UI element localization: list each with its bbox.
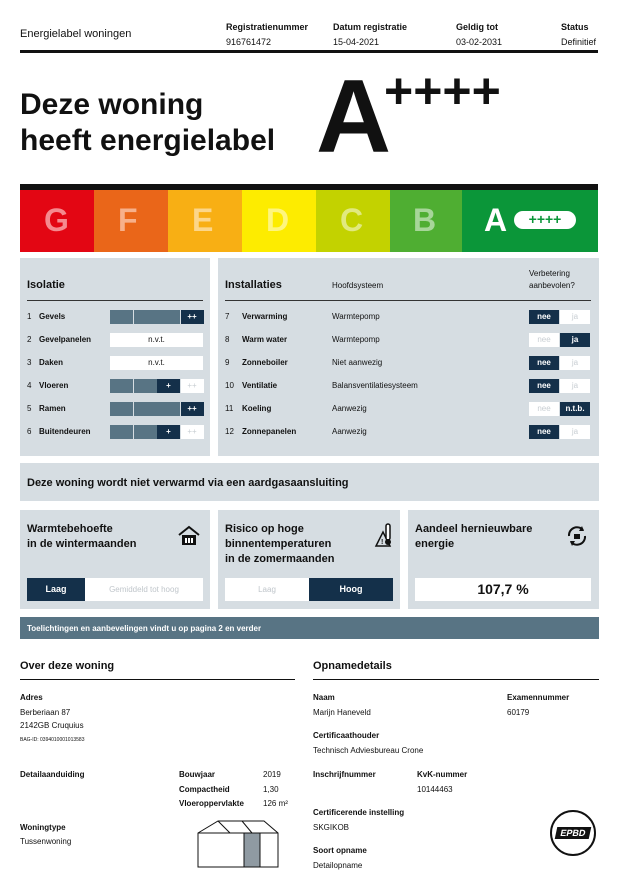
isolatie-row-label: Vloeren [39,381,69,390]
risico-card [218,510,400,609]
status-value: Definitief [561,37,597,47]
vloer-value: 126 m² [263,799,288,808]
opname-rule [313,679,599,680]
installatie-row-label: Verwarming [242,312,288,321]
scale-d [242,190,316,252]
headline-line2: heeft energielabel [20,124,276,157]
woningtype-label: Woningtype [20,823,66,832]
installatie-nee: nee [529,356,559,370]
aandeel-card [408,510,599,609]
status-label: Status [561,22,589,32]
terraced-house-icon [196,817,280,869]
installatie-nee: nee [529,402,559,416]
inst-value: SKGIKOB [313,823,350,832]
installatie-row-value: Warmtepomp [332,312,380,321]
isolatie-row-num: 6 [27,427,32,436]
installatie-ja: ja [560,425,590,439]
isolatie-row [20,402,210,416]
scale-a-plus-badge: ++++ [514,211,576,229]
reg-value: 916761472 [226,37,272,47]
installatie-ja: ja [560,310,590,324]
adres-line2: 2142GB Cruquius [20,721,84,730]
naam-value: Marijn Haneveld [313,708,371,717]
opname-title: Opnamedetails [313,660,392,672]
datum-value: 15-04-2021 [333,37,380,47]
isolatie-rule [27,300,203,301]
installatie-row-value: Aanwezig [332,427,367,436]
isolatie-row-nvt: n.v.t. [110,356,203,370]
risico-title2: binnentemperaturen [225,538,332,550]
isolatie-row-num: 1 [27,312,32,321]
isolatie-segment [157,402,180,416]
isolatie-row-label: Ramen [39,404,66,413]
cert-label: Certificaathouder [313,731,380,740]
installatie-row-label: Zonnepanelen [242,427,297,436]
inschr-label: Inschrijfnummer [313,770,376,779]
isolatie-segment [134,425,157,439]
vloer-label: Vloeroppervlakte [179,799,244,808]
reg-label: Registratienummer [226,22,309,32]
installatie-row-num: 12 [225,427,234,436]
house-icon [177,525,201,547]
isolatie-row-num: 2 [27,335,32,344]
warmte-laag: Laag [27,578,85,601]
toelichting-text: Toelichtingen en aanbevelingen vindt u op pagina 2 en verder [27,624,262,633]
isolatie-segment [157,310,180,324]
installaties-rule [225,300,591,301]
installatie-row [218,379,599,393]
naam-label: Naam [313,693,335,702]
aandeel-value: 107,7 % [415,578,591,601]
installatie-row-num: 7 [225,312,230,321]
scale-e [168,190,242,252]
gas-banner-text: Deze woning wordt niet verwarmd via een aardgasaansluiting [27,477,349,489]
installatie-row-num: 8 [225,335,230,344]
scale-a [462,190,598,252]
aandeel-title1: Aandeel hernieuwbare [415,523,533,535]
installatie-ja: n.t.b. [560,402,590,416]
installatie-row-num: 9 [225,358,230,367]
over-title: Over deze woning [20,660,115,672]
installatie-row-num: 11 [225,404,234,413]
installatie-row [218,425,599,439]
warmte-hoog: Gemiddeld tot hoog [85,578,203,601]
risico-laag: Laag [225,578,309,601]
isolatie-score: + [157,379,180,393]
installatie-row-value: Aanwezig [332,404,367,413]
kvk-label: KvK-nummer [417,770,468,779]
warmte-title2: in de wintermaanden [27,538,137,550]
scale-letter-d: D [266,202,290,238]
over-rule [20,679,295,680]
compact-label: Compactheid [179,785,230,794]
isolatie-row [20,333,210,347]
isolatie-title: Isolatie [27,279,65,291]
installatie-row [218,356,599,370]
risico-title1: Risico op hoge [225,523,304,535]
isolatie-row-label: Gevelpanelen [39,335,92,344]
inst-label: Certificerende instelling [313,808,405,817]
isolatie-row-label: Buitendeuren [39,427,91,436]
detail-label: Detailaanduiding [20,770,85,779]
soort-label: Soort opname [313,846,367,855]
aanbevolen-header: aanbevolen? [529,281,575,290]
installatie-row [218,310,599,324]
scale-letter-c: C [340,202,364,238]
isolatie-ghost: ++ [181,379,204,393]
energy-scale [20,190,598,252]
svg-text:!: ! [381,539,384,546]
installatie-ja: ja [560,379,590,393]
isolatie-row-num: 3 [27,358,32,367]
isolatie-score: + [157,425,180,439]
installatie-nee: nee [529,310,559,324]
header-rule [20,50,598,53]
scale-letter-e: E [192,202,214,238]
label-plus: ++++ [384,63,501,119]
isolatie-segment [110,425,133,439]
scale-b [390,190,462,252]
isolatie-row-label: Gevels [39,312,66,321]
soort-value: Detailopname [313,861,363,870]
installaties-title: Installaties [225,279,282,291]
installatie-ja: ja [560,356,590,370]
warmte-card [20,510,210,609]
scale-letter-b: B [413,202,437,238]
scale-c [316,190,390,252]
hoofdsysteem-header: Hoofdsysteem [332,281,384,290]
risico-title3: in de zomermaanden [225,553,335,565]
isolatie-segment [110,310,133,324]
verbetering-header: Verbetering [529,269,570,278]
epbd-logo [550,810,596,856]
installatie-row-value: Niet aanwezig [332,358,383,367]
installatie-ja: ja [560,333,590,347]
installatie-nee: nee [529,425,559,439]
isolatie-segment [134,379,157,393]
label-letter: A [316,59,392,175]
scale-letter-g: G [44,202,69,238]
scale-f [94,190,168,252]
installatie-nee: nee [529,333,559,347]
aandeel-title2: energie [415,538,455,550]
installatie-row-label: Warm water [242,335,288,344]
isolatie-row-num: 4 [27,381,32,390]
installatie-row-num: 10 [225,381,234,390]
isolatie-row [20,379,210,393]
renewable-icon [565,524,589,548]
woningtype-value: Tussenwoning [20,837,72,846]
epbd-logo-text: EPBD [555,827,592,839]
isolatie-segment [134,310,157,324]
bouwjaar-label: Bouwjaar [179,770,216,779]
installatie-nee: nee [529,379,559,393]
isolatie-row-nvt: n.v.t. [110,333,203,347]
isolatie-segment [110,402,133,416]
isolatie-segment [134,402,157,416]
thermometer-icon [374,522,394,548]
isolatie-row-label: Daken [39,358,64,367]
isolatie-ghost: ++ [181,425,204,439]
isolatie-score: ++ [181,402,204,416]
isolatie-row [20,425,210,439]
toelichting-bar [20,617,599,639]
warmte-title1: Warmtebehoefte [27,523,113,535]
cert-value: Technisch Adviesbureau Crone [313,746,424,755]
installatie-row-label: Koeling [242,404,272,413]
installatie-row [218,333,599,347]
isolatie-segment [110,379,133,393]
adres-label: Adres [20,693,43,702]
bouwjaar-value: 2019 [263,770,281,779]
installatie-row-value: Warmtepomp [332,335,380,344]
installatie-row-label: Ventilatie [242,381,278,390]
geldig-label: Geldig tot [456,22,498,32]
isolatie-score: ++ [181,310,204,324]
isolatie-row [20,310,210,324]
scale-letter-a: A [484,202,508,238]
gas-banner [20,463,599,501]
geldig-value: 03-02-2031 [456,37,503,47]
isolatie-row [20,356,210,370]
scale-g [20,190,94,252]
isolatie-row-num: 5 [27,404,32,413]
scale-letter-f: F [118,202,138,238]
installatie-row-label: Zonneboiler [242,358,288,367]
risico-hoog: Hoog [309,578,393,601]
adres-line1: Berberiaan 87 [20,708,71,717]
exam-value: 60179 [507,708,530,717]
datum-label: Datum registratie [333,22,408,32]
bag-id: BAG-ID: 0394010001013583 [20,737,85,743]
kvk-value: 10144463 [417,785,453,794]
installatie-row-value: Balansventilatiesysteem [332,381,418,390]
exam-label: Examennummer [507,693,570,702]
headline-line1: Deze woning [20,88,204,121]
compact-value: 1,30 [263,785,279,794]
installatie-row [218,402,599,416]
document-title: Energielabel woningen [20,28,132,40]
